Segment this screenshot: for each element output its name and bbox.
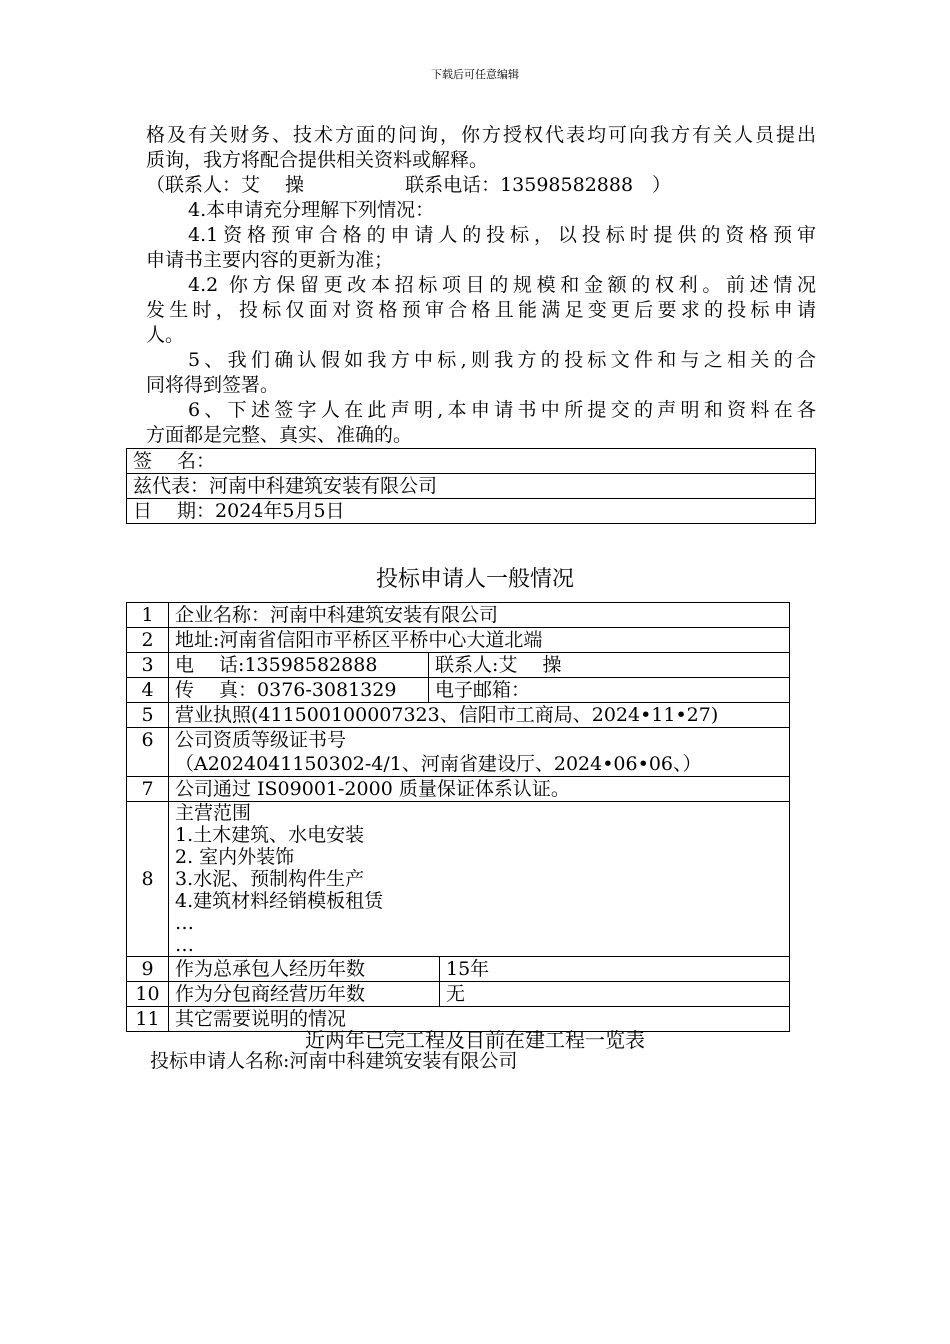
table-row	[127, 603, 790, 628]
business-license-cell: 营业执照(411500100007323、信阳市工商局、2024•11•27)	[169, 703, 790, 728]
contact-line: （联系人：艾 操 联系电话：13598582888 ）	[146, 174, 672, 196]
paragraph-line: 质询，我方将配合提供相关资料或解释。	[146, 149, 489, 171]
table-row	[127, 703, 790, 728]
table-row	[127, 982, 790, 1007]
paragraph-line: 4.1资格预审合格的申请人的投标，以投标时提供的资格预审	[188, 224, 816, 246]
contact-person-cell: 联系人:艾 操	[429, 653, 790, 678]
certification-cell: 公司通过 IS09001-2000 质量保证体系认证。	[169, 777, 790, 802]
business-scope-cell	[169, 802, 790, 957]
subcontractor-years-value: 无	[440, 982, 790, 1007]
table-row	[127, 802, 790, 957]
row-number: 10	[127, 982, 169, 1007]
paragraph-line: 4.2 你方保留更改本招标项目的规模和金额的权利。前述情况	[188, 274, 816, 296]
row-number: 1	[127, 603, 169, 628]
paragraph-line: 4.本申请充分理解下列情况：	[188, 199, 435, 221]
general-info-table	[126, 602, 790, 1032]
row-number: 5	[127, 703, 169, 728]
row-number: 4	[127, 678, 169, 703]
row-number: 8	[127, 802, 169, 957]
paragraph-line: 同将得到签署。	[146, 374, 280, 396]
row-number: 6	[127, 728, 169, 777]
address-cell: 地址:河南省信阳市平桥区平桥中心大道北端	[169, 628, 790, 653]
table-row	[127, 728, 790, 777]
subcontractor-years-label: 作为分包商经营历年数	[169, 982, 440, 1007]
table-row	[127, 678, 790, 703]
paragraph-line: 发生时，投标仅面对资格预审合格且能满足变更后要求的投标申请	[146, 299, 816, 321]
sign-cell: 签 名：	[127, 449, 816, 474]
applicant-name: 投标申请人名称:河南中科建筑安装有限公司	[150, 1050, 518, 1072]
table-row	[127, 777, 790, 802]
table-row	[127, 499, 816, 524]
project-list-title: 近两年已完工程及目前在建工程一览表	[305, 1028, 645, 1052]
row-number: 9	[127, 957, 169, 982]
table-row	[127, 449, 816, 474]
company-name-cell: 企业名称：河南中科建筑安装有限公司	[169, 603, 790, 628]
signature-table	[126, 448, 816, 524]
scope-ellipsis: …	[175, 912, 194, 934]
date-cell: 日 期：2024年5月5日	[127, 499, 816, 524]
row-number: 3	[127, 653, 169, 678]
page-header: 下载后可任意编辑	[431, 68, 519, 81]
contractor-years-value: 15年	[440, 957, 790, 982]
qualification-label: 公司资质等级证书号	[175, 729, 347, 751]
scope-item: 1.土木建筑、水电安装	[175, 824, 365, 846]
table-row	[127, 474, 816, 499]
representative-cell: 兹代表：河南中科建筑安装有限公司	[127, 474, 816, 499]
paragraph-line: 5、我们确认假如我方中标,则我方的投标文件和与之相关的合	[188, 349, 816, 371]
email-cell: 电子邮箱：	[429, 678, 790, 703]
scope-item: 4.建筑材料经销模板租赁	[175, 890, 384, 912]
phone-cell: 电 话:13598582888	[169, 653, 429, 678]
scope-ellipsis: …	[175, 934, 194, 956]
scope-label: 主营范围	[175, 802, 252, 824]
qualification-detail: （A2024041150302-4/1、河南省建设厅、2024•06•06、）	[175, 753, 702, 775]
row-number: 2	[127, 628, 169, 653]
qualification-cell	[169, 728, 790, 777]
paragraph-line: 人。	[146, 324, 185, 346]
fax-cell: 传 真：0376-3081329	[169, 678, 429, 703]
paragraph-line: 申请书主要内容的更新为准；	[146, 249, 394, 271]
paragraph-line: 6、下述签字人在此声明,本申请书中所提交的声明和资料在各	[188, 399, 816, 421]
other-notes-cell: 其它需要说明的情况	[169, 1007, 790, 1032]
scope-item: 2. 室内外装饰	[175, 846, 295, 868]
table-row	[127, 653, 790, 678]
table-row	[127, 628, 790, 653]
table-row	[127, 957, 790, 982]
row-number: 11	[127, 1007, 169, 1032]
paragraph-line: 方面都是完整、真实、准确的。	[146, 424, 413, 446]
section-title: 投标申请人一般情况	[375, 567, 574, 592]
contractor-years-label: 作为总承包人经历年数	[169, 957, 440, 982]
scope-item: 3.水泥、预制构件生产	[175, 868, 365, 890]
paragraph-line: 格及有关财务、技术方面的问询，你方授权代表均可向我方有关人员提出	[146, 124, 816, 146]
row-number: 7	[127, 777, 169, 802]
body-paragraphs	[146, 123, 816, 448]
